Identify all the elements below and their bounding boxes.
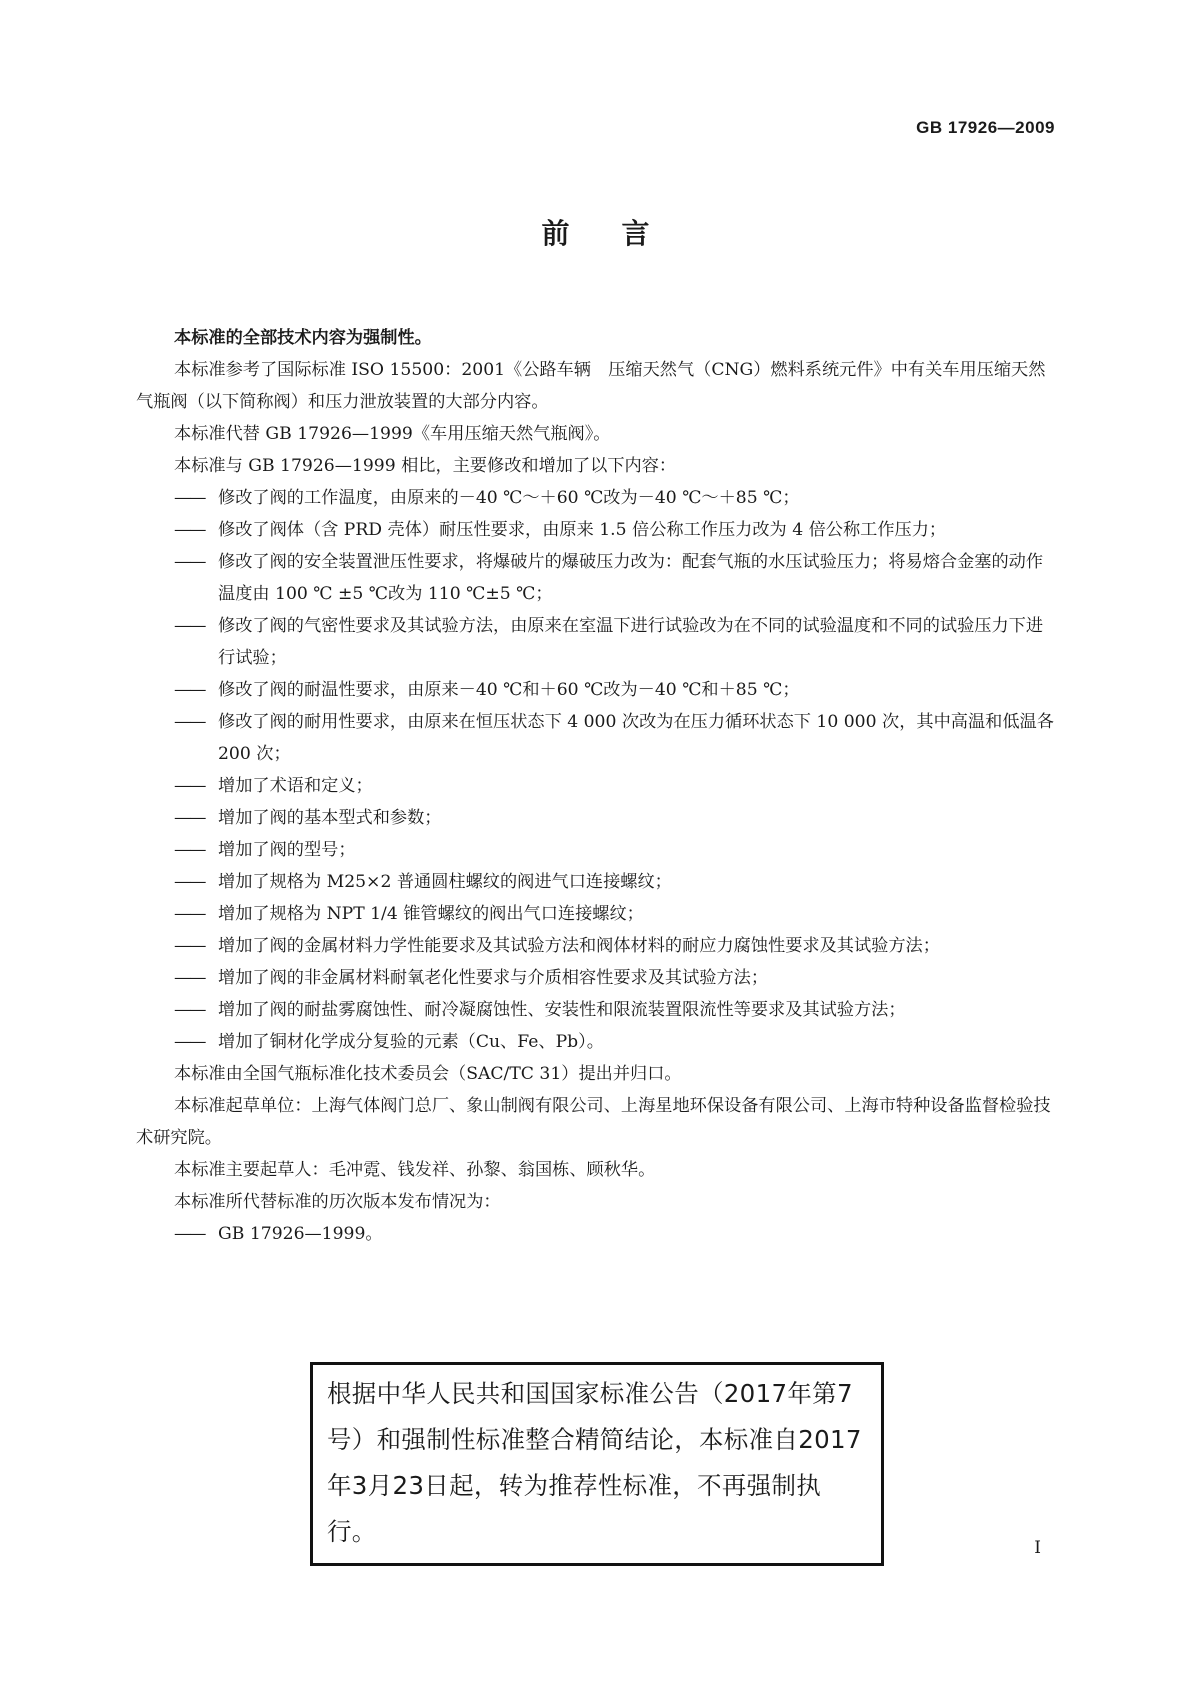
- dash-mark: ——: [174, 552, 205, 572]
- list-item: [136, 994, 1056, 1026]
- dash-mark: ——: [174, 808, 205, 828]
- list-item-text: 增加了铜材化学成分复验的元素（Cu、Fe、Pb）。: [218, 1032, 604, 1052]
- list-item-text: 修改了阀的气密性要求及其试验方法，由原来在室温下进行试验改为在不同的试验温度和不同的试验压力下进行试验；: [218, 616, 1044, 668]
- list-item: [136, 930, 1056, 962]
- page-title: 前言: [541, 217, 702, 250]
- dash-mark: ——: [174, 616, 205, 636]
- list-item: [136, 834, 1056, 866]
- dash-mark: ——: [174, 776, 205, 796]
- list-item-text: GB 17926—1999。: [218, 1224, 383, 1244]
- dash-mark: ——: [174, 1000, 205, 1020]
- list-item-text: 修改了阀体（含 PRD 壳体）耐压性要求，由原来 1.5 倍公称工作压力改为 4 倍公称工作压力；: [218, 520, 947, 540]
- list-item: [136, 962, 1056, 994]
- dash-mark: ——: [174, 488, 205, 508]
- dash-mark: ——: [174, 936, 205, 956]
- paragraph-changes-intro: 本标准与 GB 17926—1999 相比，主要修改和增加了以下内容：: [174, 456, 677, 476]
- list-item: [136, 674, 1056, 706]
- list-item-text: 增加了阀的基本型式和参数；: [218, 808, 442, 828]
- list-item: [136, 770, 1056, 802]
- paragraph-reference: 本标准参考了国际标准 ISO 15500：2001《公路车辆 压缩天然气（CNG）燃料系统元件》中有关车用压缩天然气瓶阀（以下简称阀）和压力泄放装置的大部分内容。: [136, 360, 1046, 412]
- paragraph-drafting-units: 本标准起草单位：上海气体阀门总厂、象山制阀有限公司、上海星地环保设备有限公司、上海市特种设备监督检验技术研究院。: [136, 1096, 1051, 1148]
- dash-mark: ——: [174, 712, 205, 732]
- dash-mark: ——: [174, 904, 205, 924]
- list-item: [136, 1026, 1056, 1058]
- list-item-text: 增加了规格为 NPT 1/4 锥管螺纹的阀出气口连接螺纹；: [218, 904, 644, 924]
- list-item: [136, 706, 1056, 770]
- paragraph-responsible-committee: 本标准由全国气瓶标准化技术委员会（SAC/TC 31）提出并归口。: [174, 1064, 682, 1084]
- paragraph-replaces: 本标准代替 GB 17926—1999《车用压缩天然气瓶阀》。: [174, 424, 611, 444]
- list-item-text: 增加了术语和定义；: [218, 776, 373, 796]
- paragraph-mandatory: 本标准的全部技术内容为强制性。: [174, 328, 432, 348]
- list-item-previous-version: [136, 1218, 1056, 1250]
- dash-mark: ——: [174, 1032, 205, 1052]
- standard-code: GB 17926—2009: [916, 118, 1055, 137]
- list-item: [136, 514, 1056, 546]
- list-item-text: 增加了阀的非金属材料耐氧老化性要求与介质相容性要求及其试验方法；: [218, 968, 769, 988]
- paragraph-version-history: 本标准所代替标准的历次版本发布情况为：: [174, 1192, 501, 1212]
- dash-mark: ——: [174, 680, 205, 700]
- list-item-text: 修改了阀的耐用性要求，由原来在恒压状态下 4 000 次改为在压力循环状态下 10 000 次，其中高温和低温各 200 次；: [218, 712, 1054, 764]
- list-item-text: 修改了阀的工作温度，由原来的－40 ℃～＋60 ℃改为－40 ℃～＋85 ℃；: [218, 488, 800, 508]
- list-item: [136, 610, 1056, 674]
- list-item-text: 修改了阀的安全装置泄压性要求，将爆破片的爆破压力改为：配套气瓶的水压试验压力；将易熔合金塞的动作温度由 100 ℃ ±5 ℃改为 110 ℃±5 ℃；: [218, 552, 1044, 604]
- dash-mark: ——: [174, 968, 205, 988]
- changes-list: [136, 482, 1056, 1058]
- list-item: [136, 482, 1056, 514]
- dash-mark: ——: [174, 1224, 205, 1244]
- list-item-text: 修改了阀的耐温性要求，由原来－40 ℃和＋60 ℃改为－40 ℃和＋85 ℃；: [218, 680, 800, 700]
- paragraph-drafters: 本标准主要起草人：毛冲霓、钱发祥、孙黎、翁国栋、顾秋华。: [174, 1160, 656, 1180]
- dash-mark: ——: [174, 872, 205, 892]
- list-item-text: 增加了规格为 M25×2 普通圆柱螺纹的阀进气口连接螺纹；: [218, 872, 672, 892]
- dash-mark: ——: [174, 840, 205, 860]
- document-body: [136, 322, 1056, 1250]
- page-number: I: [1034, 1538, 1041, 1558]
- list-item: [136, 802, 1056, 834]
- list-item-text: 增加了阀的型号；: [218, 840, 356, 860]
- list-item: [136, 898, 1056, 930]
- list-item-text: 增加了阀的耐盐雾腐蚀性、耐冷凝腐蚀性、安装性和限流装置限流性等要求及其试验方法；: [218, 1000, 906, 1020]
- list-item: [136, 546, 1056, 610]
- list-item-text: 增加了阀的金属材料力学性能要求及其试验方法和阀体材料的耐应力腐蚀性要求及其试验方法；: [218, 936, 940, 956]
- notice-box: 根据中华人民共和国国家标准公告（2017年第7号）和强制性标准整合精简结论，本标准自2017年3月23日起，转为推荐性标准，不再强制执行。: [310, 1362, 884, 1566]
- list-item: [136, 866, 1056, 898]
- dash-mark: ——: [174, 520, 205, 540]
